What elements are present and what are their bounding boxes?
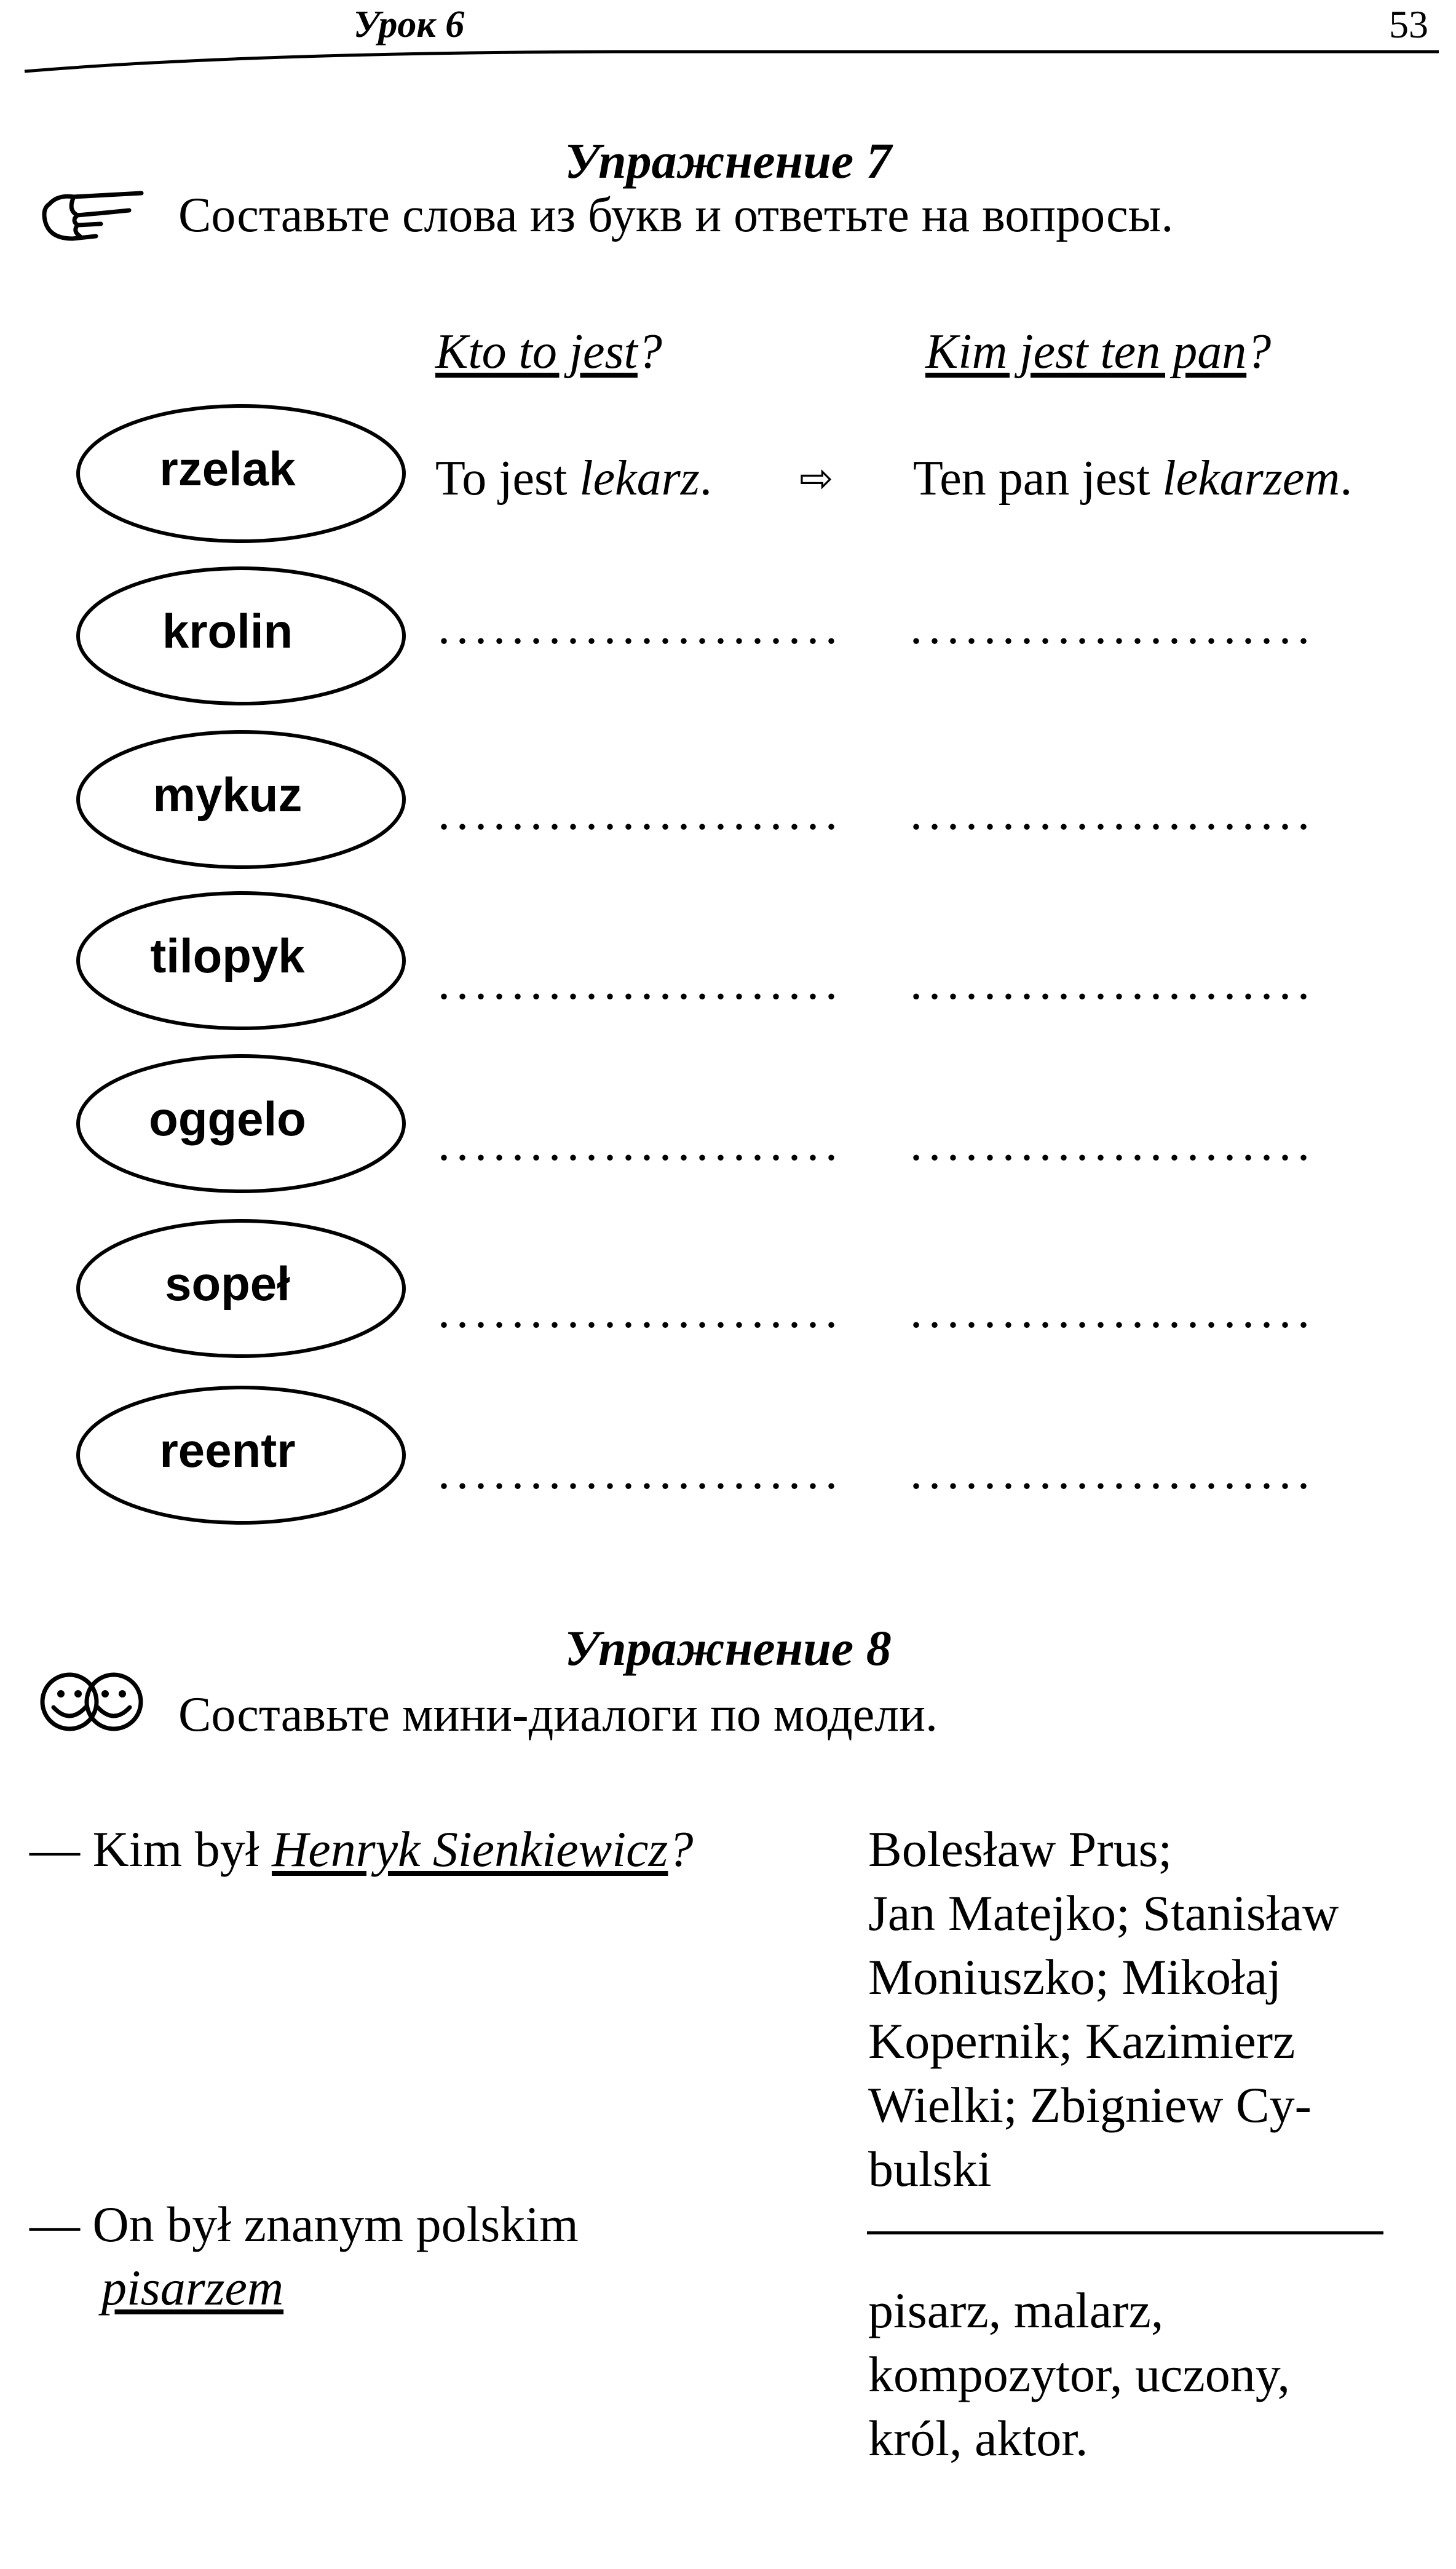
dialog-question-prefix: — Kim był xyxy=(30,1821,272,1877)
answer-blank-4b: ...................... xyxy=(910,956,1316,1010)
answer-blank-7a: ...................... xyxy=(438,1445,844,1499)
column1-question: Kto to jest xyxy=(435,325,638,379)
dialog-answer-line1: — On był znanym polskim xyxy=(30,2196,579,2252)
column2-question: Kim jest ten pan xyxy=(925,325,1247,379)
answer-blank-5b: ...................... xyxy=(910,1117,1316,1171)
professions-list xyxy=(868,2279,1409,2471)
answer-blank-3b: ...................... xyxy=(910,786,1316,840)
professions-line-1: pisarz, malarz, xyxy=(868,2282,1164,2338)
example-answer-suffix: . xyxy=(1340,451,1353,506)
scrambled-word-2: krolin xyxy=(162,604,293,658)
answer-blank-6b: ...................... xyxy=(910,1284,1316,1338)
example-answer-word: lekarzem xyxy=(1162,451,1340,506)
scrambled-word-1: rzelak xyxy=(159,442,296,496)
dialog-question-mark: ? xyxy=(668,1821,694,1877)
answer-blank-2b: ...................... xyxy=(910,600,1316,654)
scrambled-word-6: sopeł xyxy=(165,1257,290,1311)
two-smiling-faces-icon xyxy=(34,1668,151,1736)
column1-question-mark: ? xyxy=(637,325,662,379)
names-line-2: Jan Matejko; Stanisław xyxy=(868,1885,1339,1941)
page-number: 53 xyxy=(1389,2,1428,46)
names-line-1: Bolesław Prus; xyxy=(868,1821,1173,1877)
names-line-5: Wielki; Zbigniew Cy- xyxy=(868,2077,1312,2133)
answer-blank-2a: ...................... xyxy=(438,600,844,654)
names-line-3: Moniuszko; Mikołaj xyxy=(868,1949,1281,2005)
exercise8-instruction: Составьте мини-диалоги по модели. xyxy=(178,1688,938,1742)
running-title: Урок 6 xyxy=(353,4,465,46)
example-arrow: ⇨ xyxy=(799,455,834,502)
example-word: lekarz xyxy=(579,451,700,506)
names-line-6: bulski xyxy=(868,2141,992,2197)
professions-line-2: kompozytor, uczony, xyxy=(868,2346,1290,2402)
professions-line-3: król, aktor. xyxy=(868,2410,1088,2466)
example-answer-2 xyxy=(913,448,1352,509)
exercise7-title: Упражнение 7 xyxy=(564,133,892,189)
dialog-answer-line2 xyxy=(101,2256,283,2320)
example-prefix: To jest xyxy=(435,451,580,506)
names-list xyxy=(868,1817,1409,2201)
exercise8-title: Упражнение 8 xyxy=(564,1620,892,1676)
answer-blank-4a: ...................... xyxy=(438,956,844,1010)
answer-blank-3a: ...................... xyxy=(438,786,844,840)
column2-question-mark: ? xyxy=(1246,325,1272,379)
example-suffix: . xyxy=(699,451,712,506)
scrambled-word-7: reentr xyxy=(159,1423,296,1477)
scrambled-word-5: oggelo xyxy=(149,1092,306,1146)
answer-blank-7b: ...................... xyxy=(910,1445,1316,1499)
dialog-question xyxy=(30,1817,693,1881)
example-answer-1 xyxy=(435,448,712,509)
answer-blank-6a: ...................... xyxy=(438,1284,844,1338)
exercise7-instruction: Составьте слова из букв и ответьте на вопросы. xyxy=(178,188,1174,242)
dialog-answer-word: pisarzem xyxy=(101,2260,284,2316)
names-line-4: Kopernik; Kazimierz xyxy=(868,2013,1296,2069)
separator-rule xyxy=(867,2231,1383,2234)
scrambled-word-4: tilopyk xyxy=(150,929,305,983)
scrambled-word-3: mykuz xyxy=(152,768,303,822)
example-answer-prefix: Ten pan jest xyxy=(913,451,1163,506)
dialog-question-name: Henryk Sienkiewicz xyxy=(272,1821,668,1877)
answer-blank-5a: ...................... xyxy=(438,1117,844,1171)
